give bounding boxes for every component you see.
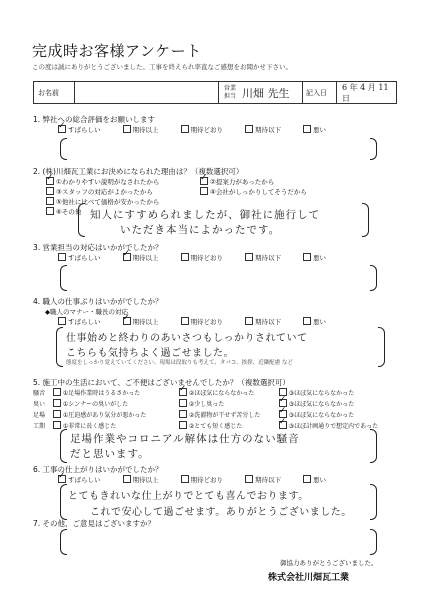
- name-field[interactable]: [76, 82, 216, 103]
- q3-label: 3. 営業担当の対応はいかがでしたか？: [33, 243, 163, 252]
- q5-comment-bracket-left: [60, 429, 67, 463]
- checkbox[interactable]: [245, 125, 253, 133]
- checkbox[interactable]: [181, 125, 189, 133]
- q4-comment-bracket-left: [56, 327, 63, 367]
- q7-comment-bracket-left: [60, 529, 67, 555]
- q2-label: 2. (株)川畑瓦工業にお決めになられた理由は？（複数選択可）: [33, 167, 244, 176]
- q3-option[interactable]: 悪い: [303, 253, 326, 262]
- q2-option-1[interactable]: ✓①わかりやすい説明がなされたから: [46, 177, 159, 186]
- q2-option-5[interactable]: ⑤他社に比べて価格が安かったから: [46, 197, 159, 206]
- q2-answer-line-1: 知人にすすめられましたが、御社に施行して: [90, 209, 321, 221]
- q6-label: 6. 工事の仕上がりはいかがでしたか？: [33, 465, 163, 474]
- q3-option[interactable]: ✓ 期待以上: [123, 253, 159, 262]
- q2-answer-line-2: いただき本当によかったです。: [120, 224, 281, 236]
- checkbox-checked[interactable]: [46, 177, 54, 185]
- q2-option-3[interactable]: ③スタッフの対応がよかったから: [46, 187, 153, 196]
- q3-options: [58, 253, 358, 262]
- checkbox[interactable]: [181, 317, 189, 325]
- checkbox[interactable]: [181, 253, 189, 261]
- checkbox[interactable]: [179, 399, 187, 407]
- q3-option[interactable]: すばらしい: [58, 253, 101, 262]
- q6-option[interactable]: 期待どおり: [181, 475, 224, 484]
- checkbox[interactable]: [245, 475, 253, 483]
- checkbox-checked[interactable]: [179, 388, 187, 396]
- q4-option[interactable]: ✓ 期待以上: [123, 317, 159, 326]
- checkbox[interactable]: [58, 253, 66, 261]
- checkbox[interactable]: [46, 197, 54, 205]
- checkbox[interactable]: [58, 317, 66, 325]
- header-info-box: [33, 81, 397, 104]
- checkbox[interactable]: [245, 253, 253, 261]
- q6-comment-bracket-right: [370, 484, 377, 520]
- q3-option[interactable]: 期待どおり: [181, 253, 224, 262]
- q5-answer-line-2: だと思います。: [70, 448, 150, 460]
- q1-option[interactable]: 悪い: [303, 125, 326, 134]
- checkbox[interactable]: [123, 475, 131, 483]
- checkbox[interactable]: [46, 207, 54, 215]
- q4-hint: 態度をしっかり覚えていてください、現場は段取りも考えて、タバコ、挨拶、近隣配慮 など: [66, 360, 293, 366]
- q6-answer-line-2: これで安心して過ごせます。ありがとうございました。: [90, 507, 352, 518]
- q6-option[interactable]: ✓すばらしい: [58, 475, 101, 484]
- checkbox[interactable]: [181, 475, 189, 483]
- q2-option-6[interactable]: ⑥その他: [46, 207, 81, 216]
- q2-comment-bracket-left: [78, 203, 85, 237]
- q4-label: 4. 職人の仕事ぶりはいかがでしたか？: [33, 297, 163, 306]
- q1-options: [58, 125, 358, 134]
- q6-option[interactable]: 期待以下: [245, 475, 281, 484]
- q3-option[interactable]: 期待以下: [245, 253, 281, 262]
- q1-label: 1. 弊社への総合評価をお願いします: [33, 115, 156, 124]
- q2-option-2[interactable]: ✓ ②提案力があったから: [200, 177, 274, 186]
- checkbox[interactable]: [245, 317, 253, 325]
- q1-option[interactable]: ✓すばらしい: [58, 125, 101, 134]
- q5-row-noise: 騒音 ①足場作業時はうるさかった ✓ ②ほぼ気にならなかった ③ほぼ気にならなかった: [33, 388, 378, 399]
- checkbox[interactable]: [303, 253, 311, 261]
- date-value[interactable]: 6 年 4 月 11 日: [342, 82, 389, 103]
- q5-label: 5. 施工中の生活において、ご不便はございませんでしたか？（複数選択可）: [33, 378, 290, 387]
- checkbox-checked[interactable]: [279, 421, 287, 429]
- q7-comment-bracket-right: [370, 529, 377, 555]
- q5-comment-bracket-right: [370, 429, 377, 463]
- checkbox-checked[interactable]: [123, 317, 131, 325]
- footer-thanks: 御協力ありがとうございました。: [280, 559, 378, 567]
- q1-option[interactable]: 期待以上: [123, 125, 159, 134]
- q6-answer-line-1: とてもきれいな仕上がりでとても喜んでおります。: [68, 491, 309, 502]
- q1-comment-bracket-left: [60, 138, 67, 160]
- checkbox[interactable]: [200, 187, 208, 195]
- q1-option[interactable]: 期待以下: [245, 125, 281, 134]
- q3-comment-bracket-right: [370, 265, 377, 291]
- q4-option[interactable]: すばらしい: [58, 317, 101, 326]
- q6-comment-bracket-left: [60, 484, 67, 520]
- checkbox-checked[interactable]: [58, 475, 66, 483]
- q4-comment-bracket-right: [378, 327, 385, 367]
- q7-label: 7. その他、ご意見はございますか？: [33, 519, 156, 528]
- q4-option[interactable]: 悪い: [303, 317, 326, 326]
- sales-person-value[interactable]: 川畑 先生: [242, 86, 290, 100]
- page-title: 完成時お客様アンケート: [32, 42, 202, 60]
- q5-row-scaffold: 足場 ①圧迫感があり気分が悪かった ②洗濯物が干せず苦労した ✓ ③ほぼ気にならなかった: [33, 410, 378, 421]
- checkbox[interactable]: [179, 410, 187, 418]
- sales-person-label: 営業 担当: [223, 84, 236, 100]
- checkbox[interactable]: [53, 399, 61, 407]
- q5-grid: [33, 388, 378, 432]
- q6-option[interactable]: 期待以上: [123, 475, 159, 484]
- q5-row-period: 工期 ①非常に長く感じた ②とても短く感じた ✓ ③ほぼ計画通りで想定内であった: [33, 421, 378, 432]
- checkbox[interactable]: [53, 421, 61, 429]
- checkbox[interactable]: [303, 475, 311, 483]
- checkbox-checked[interactable]: [123, 253, 131, 261]
- checkbox[interactable]: [303, 317, 311, 325]
- checkbox[interactable]: [303, 125, 311, 133]
- q5-answer-line-1: 足場作業やコロニアル解体は仕方のない騒音: [70, 433, 300, 445]
- name-label: お名前: [38, 88, 59, 97]
- checkbox-checked[interactable]: [200, 177, 208, 185]
- q5-row-smell: 臭い ①シンナーの臭いがした ②少し臭った ✓ ③ほぼ気にならなかった: [33, 399, 378, 410]
- q2-option-4[interactable]: ④会社がしっかりしてそうだから: [200, 187, 307, 196]
- q4-answer-line-1: 仕事始めと終わりのあいさつもしっかりされていて: [66, 333, 308, 344]
- q3-comment-bracket-left: [60, 265, 67, 291]
- q1-option[interactable]: 期待どおり: [181, 125, 224, 134]
- q4-answer-line-2: こちらも気持ちよく過ごせました。: [66, 348, 234, 359]
- q4-sub-label: ◆職人のマナー・職長の対応: [45, 308, 128, 316]
- q4-options: [58, 317, 358, 326]
- q2-comment-bracket-right: [362, 203, 369, 237]
- date-label: 記入日: [306, 88, 327, 97]
- q6-option[interactable]: 悪い: [303, 475, 326, 484]
- q6-options: [58, 475, 358, 484]
- footer-company: 株式会社川畑瓦工業: [268, 573, 350, 583]
- checkbox[interactable]: [123, 125, 131, 133]
- checkbox[interactable]: [46, 187, 54, 195]
- checkbox[interactable]: [53, 388, 61, 396]
- q1-comment-bracket-right: [370, 138, 377, 160]
- checkbox-checked[interactable]: [58, 125, 66, 133]
- q4-option[interactable]: 期待どおり: [181, 317, 224, 326]
- intro-text: この度は誠にありがとうございました。工事を終えられ率直なご感想をお聞かせ下さい。: [32, 63, 292, 71]
- q4-option[interactable]: 期待以下: [245, 317, 281, 326]
- checkbox[interactable]: [53, 410, 61, 418]
- checkbox[interactable]: [179, 421, 187, 429]
